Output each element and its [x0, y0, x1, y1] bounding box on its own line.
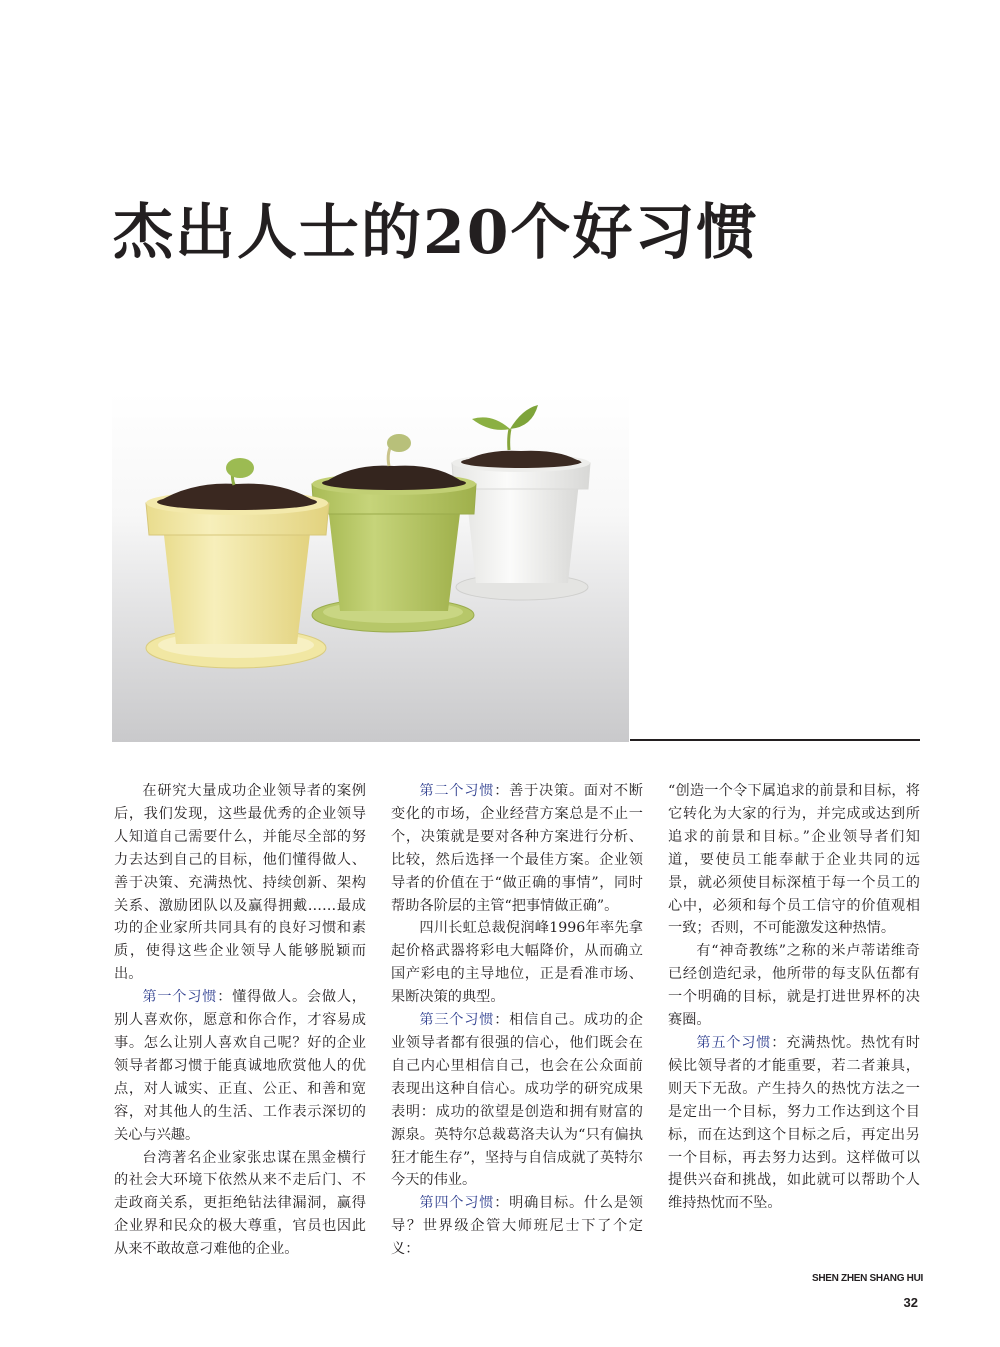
- magazine-brand: SHEN ZHEN SHANG HUI: [812, 1273, 923, 1284]
- seedling-pots-photo: [112, 393, 629, 742]
- habit-label: 第二个习惯: [419, 783, 495, 799]
- habit-text: ：善于决策。面对不断变化的市场，企业经营方案总是不止一个，决策就是要对各种方案进行分析、比较，然后选择一个最佳方案。企业领导者的价值在于“做正确的事情”，同时帮助各阶层的主管“把事情做正确”。: [391, 783, 643, 914]
- seedling-icon: [226, 458, 254, 485]
- paragraph: [391, 780, 643, 917]
- paragraph: [391, 1192, 643, 1261]
- green-pot: [312, 466, 476, 632]
- paragraph: “创造一个令下属追求的前景和目标，将它转化为大家的行为，并完成或达到所追求的前景和目标。”企业领导者们知道，要使员工能奉献于企业共同的远景，就必须使目标深植于每一个员工的心中，必须和每个员工信守的价值观相一致；否则，不可能激发这种热情。: [668, 783, 920, 937]
- paragraph: 有“神奇教练”之称的米卢蒂诺维奇已经创造纪录，他所带的每支队伍都有一个明确的目标，就是打进世界杯的决赛圈。: [668, 943, 920, 1029]
- paragraph: 在研究大量成功企业领导者的案例后，我们发现，这些最优秀的企业领导人知道自己需要什么，并能尽全部的努力去达到自己的目标，他们懂得做人、善于决策、充满热忱、持续创新、架构关系、激励团队以及赢得拥戴……最成功的企业家所共同具有的良好习惯和素质，使得这些企业领导人能够脱颖而出。: [114, 783, 366, 983]
- article-column-1: [114, 780, 366, 1261]
- paragraph: [114, 986, 366, 1146]
- habit-text: ：充满热忱。热忱有时候比领导者的才能重要，若二者兼具，则天下无敌。产生持久的热忱方法之一是定出一个目标，努力工作达到这个目标，而在达到这个目标之后，再定出另一个目标，再去努力达到。这样做可以提供兴奋和挑战，如此就可以帮助个人维持热忱而不坠。: [668, 1034, 920, 1212]
- habit-label: 第四个习惯: [419, 1195, 495, 1212]
- habit-text: ：懂得做人。会做人，别人喜欢你，愿意和你合作，才容易成事。怎么让别人喜欢自己呢？好的企业领导者都习惯于能真诚地欣赏他人的优点，对人诚实、正直、公正、和善和宽容，对其他人的生活、工作表示深切的关心与兴趣。: [114, 989, 366, 1143]
- article-title: 杰出人士的20个好习惯: [113, 198, 759, 268]
- white-pot: [452, 451, 590, 600]
- section-rule: [630, 739, 920, 741]
- yellow-pot: [146, 484, 329, 668]
- habit-label: 第三个习惯: [419, 1012, 495, 1029]
- article-column-2: [391, 780, 643, 1261]
- paragraph: 四川长虹总裁倪润峰1996年率先拿起价格武器将彩电大幅降价，从而确立国产彩电的主导地位，正是看准市场、果断决策的典型。: [391, 920, 643, 1006]
- seedling-icon: [387, 434, 411, 466]
- paragraph: [668, 1032, 920, 1215]
- seedling-icon: [472, 405, 538, 450]
- article-column-3: [668, 780, 920, 1215]
- habit-text: ：相信自己。成功的企业领导者都有很强的信心，他们既会在自己内心里相信自己，也会在公众面前表现出这种自信心。成功学的研究成果表明：成功的欲望是创造和拥有财富的源泉。英特尔总裁葛洛夫认为“只有偏执狂才能生存”，坚持与自信成就了英特尔今天的伟业。: [391, 1012, 643, 1189]
- paragraph: [391, 1009, 643, 1192]
- habit-text: ：明确目标。什么是领导？世界级企管大师班尼士下了个定义：: [391, 1195, 643, 1258]
- paragraph: 台湾著名企业家张忠谋在黑金横行的社会大环境下依然从来不走后门、不走政商关系，更拒绝钻法律漏洞，赢得企业界和民众的极大尊重，官员也因此从来不敢故意刁难他的企业。: [114, 1149, 366, 1258]
- habit-label: 第一个习惯: [142, 989, 218, 1006]
- page-number: 32: [903, 1295, 918, 1310]
- habit-label: 第五个习惯: [696, 1034, 772, 1051]
